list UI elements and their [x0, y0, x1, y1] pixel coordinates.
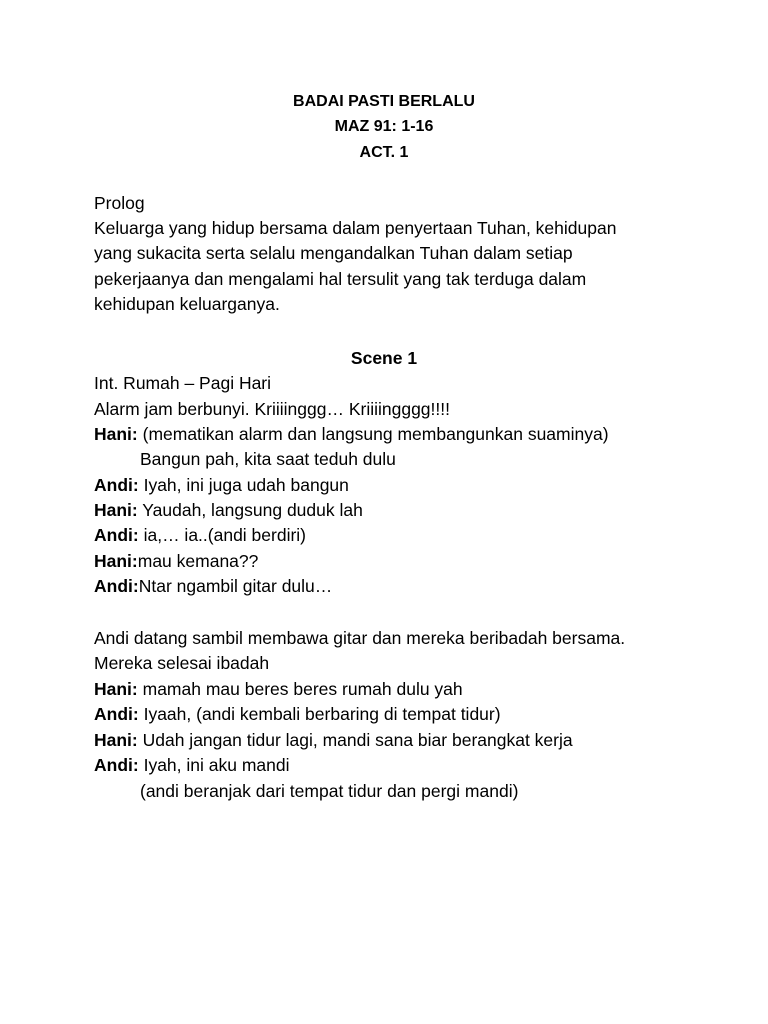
prolog-line: pekerjaanya dan mengalami hal tersulit yang tak terduga dalam: [94, 269, 587, 289]
dialogue-text: Ntar ngambil gitar dulu…: [138, 576, 333, 596]
prolog-line: yang sukacita serta selalu mengandalkan Tuhan dalam setiap: [94, 243, 573, 263]
dialogue-text: Udah jangan tidur lagi, mandi sana biar berangkat kerja: [137, 730, 573, 750]
dialogue-line: [94, 753, 290, 778]
dialogue-line: [94, 473, 349, 498]
act-heading: ACT. 1: [359, 144, 409, 161]
dialogue-line: [94, 422, 609, 447]
speaker-name: Andi:: [94, 475, 139, 495]
narration-line: Mereka selesai ibadah: [94, 653, 270, 673]
prolog-line: Keluarga yang hidup bersama dalam penyertaan Tuhan, kehidupan: [94, 218, 617, 238]
dialogue-line: [94, 677, 463, 702]
dialogue-text: Iyah, ini juga udah bangun: [138, 475, 349, 495]
narration-line: Andi datang sambil membawa gitar dan mereka beribadah bersama.: [94, 628, 626, 648]
dialogue-text: (mematikan alarm dan langsung membangunkan suaminya): [137, 424, 609, 444]
dialogue-line: [140, 447, 396, 472]
dialogue-text: (andi beranjak dari tempat tidur dan pergi mandi): [140, 781, 519, 801]
scene-setting: Int. Rumah – Pagi Hari: [94, 373, 272, 393]
alarm-line: Alarm jam berbunyi. Kriiiinggg… Kriiiingggg!!!!: [94, 399, 450, 419]
speaker-name: Hani:: [94, 730, 138, 750]
dialogue-text: Iyaah, (andi kembali berbaring di tempat tidur): [138, 704, 501, 724]
dialogue-line: [94, 549, 258, 574]
dialogue-text: Yaudah, langsung duduk lah: [137, 500, 363, 520]
dialogue-line: [94, 574, 332, 599]
dialogue-text: Bangun pah, kita saat teduh dulu: [140, 449, 396, 469]
scene-heading: Scene 1: [350, 348, 418, 368]
dialogue-text: mau kemana??: [137, 551, 259, 571]
dialogue-line: [94, 728, 573, 753]
dialogue-line: [94, 702, 501, 727]
dialogue-line: [94, 523, 306, 548]
speaker-name: Hani:: [94, 551, 138, 571]
dialogue-line: [94, 498, 363, 523]
speaker-name: Hani:: [94, 679, 138, 699]
speaker-name: Andi:: [94, 755, 139, 775]
speaker-name: Andi:: [94, 576, 139, 596]
script-title: BADAI PASTI BERLALU: [293, 93, 475, 110]
speaker-name: Andi:: [94, 525, 139, 545]
dialogue-text: Iyah, ini aku mandi: [138, 755, 290, 775]
speaker-name: Hani:: [94, 424, 138, 444]
dialogue-line: [140, 779, 518, 804]
bible-verse: MAZ 91: 1-16: [334, 118, 434, 135]
prolog-line: kehidupan keluarganya.: [94, 294, 280, 314]
prolog-label: Prolog: [94, 193, 145, 213]
dialogue-text: ia,… ia..(andi berdiri): [138, 525, 307, 545]
speaker-name: Hani:: [94, 500, 138, 520]
speaker-name: Andi:: [94, 704, 139, 724]
dialogue-text: mamah mau beres beres rumah dulu yah: [137, 679, 463, 699]
